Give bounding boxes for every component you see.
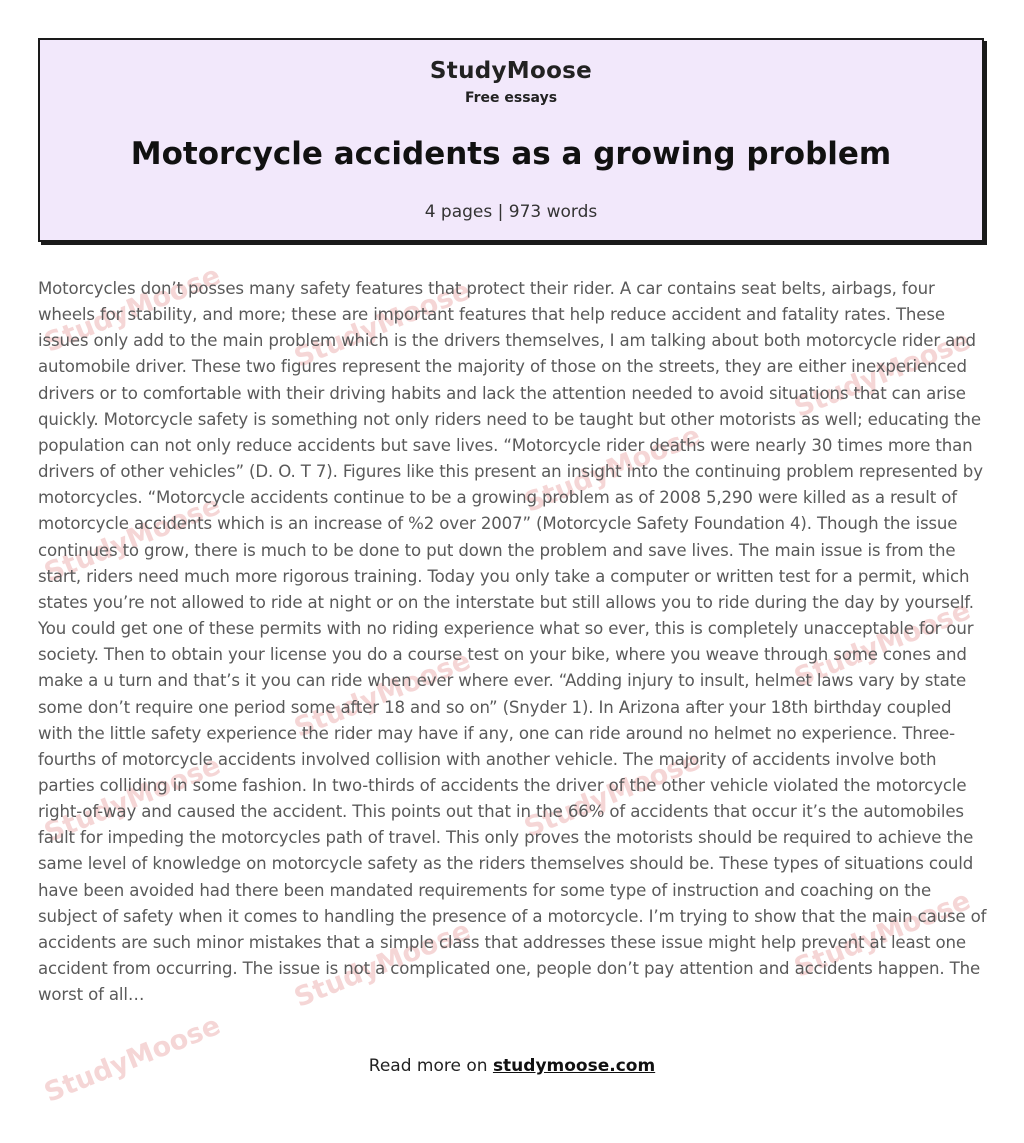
read-more-link[interactable]: studymoose.com (492, 1056, 656, 1076)
watermark: StudyMoose (290, 275, 475, 374)
watermark: StudyMoose (790, 595, 975, 694)
essay-body: Motorcycles don’t posses many safety features that protect their rider. A car contains seat belts, airbags, four wheels for stability, and more; these are important features that help reduce accident and fatality rates. These issues only add to the main problem which is the drivers themselves, I am talking about both motorcycle rider and automobile driver. These two figures represent the majority of those on the streets, they are either inexperienced drivers or to comfortable with their driving habits and lack the attention needed to avoid situations that can arise quickly. Motorcycle safety is something not only riders need to be taught but other motorists as well; educating the population can not only reduce accidents but save lives. “Motorcycle rider deaths were nearly 30 times more than drivers of other vehicles” (D. O. T 7). Figures like this present an insight into the continuing problem represented by motorcycles. “Motorcycle accidents continue to be a growing problem as of 2008 5,290 were killed as a result of motorcycle accidents which is an increase of %2 over 2007” (Motorcycle Safety Foundation 4). Though the issue continues to grow, there is much to be done to put down the problem and save lives. The main issue is from the start, riders need much more rigorous training. Today you only take a computer or written test for a permit, which states you’re not allowed to ride at night or on the interstate but still allows you to ride during the day by yourself. You could get one of these permits with no riding experience what so ever, this is completely unacceptable for our society. Then to obtain your license you do a course test on your bike, where you weave through some cones and make a u turn and that’s it you can ride when ever where ever. “Adding injury to insult, helmet laws vary by state some don’t require one period some after 18 and so on” (Snyder 1). In Arizona after your 18th birthday coupled with the little safety experience the rider may have if any, one can ride around no helmet no experience. Three-fourths of motorcycle accidents involved collision with another vehicle. The majority of accidents involve both parties colliding in some fashion. In two-thirds of accidents the driver of the other vehicle violated the motorcycle right-of-way and caused the accident. This points out that in the 66% of accidents that occur it’s the automobiles fault for impeding the motorcycles path of travel. This only proves the motorists should be required to achieve the same level of knowledge on motorcycle safety as the riders themselves should be. These types of situations could have been avoided had there been mandated requirements for some type of instruction and coaching on the subject of safety when it comes to handling the presence of a motorcycle. I’m trying to show that the main cause of accidents are such minor mistakes that a simple class that addresses these issue might help prevent at least one accident from occurring. The issue is not a complicated one, people don’t pay attention and accidents happen. The worst of all… (38, 279, 987, 1005)
watermark: StudyMoose (290, 915, 475, 1014)
watermark: StudyMoose (290, 645, 475, 744)
watermark: StudyMoose (520, 745, 705, 844)
watermark: StudyMoose (790, 885, 975, 984)
essay-meta: 4 pages | 973 words (424, 202, 598, 222)
brand-tagline: Free essays (464, 90, 558, 106)
watermark: StudyMoose (40, 260, 225, 359)
footer-prefix: Read more on (368, 1056, 488, 1076)
watermark: StudyMoose (40, 1010, 225, 1109)
watermark: StudyMoose (790, 325, 975, 424)
essay-header (38, 38, 984, 242)
watermark: StudyMoose (40, 750, 225, 849)
brand-logo[interactable]: StudyMoose (429, 58, 593, 84)
page-title: Motorcycle accidents as a growing problem (130, 136, 892, 172)
footer (0, 1056, 1024, 1076)
watermark: StudyMoose (40, 490, 225, 589)
watermark: StudyMoose (520, 420, 705, 519)
